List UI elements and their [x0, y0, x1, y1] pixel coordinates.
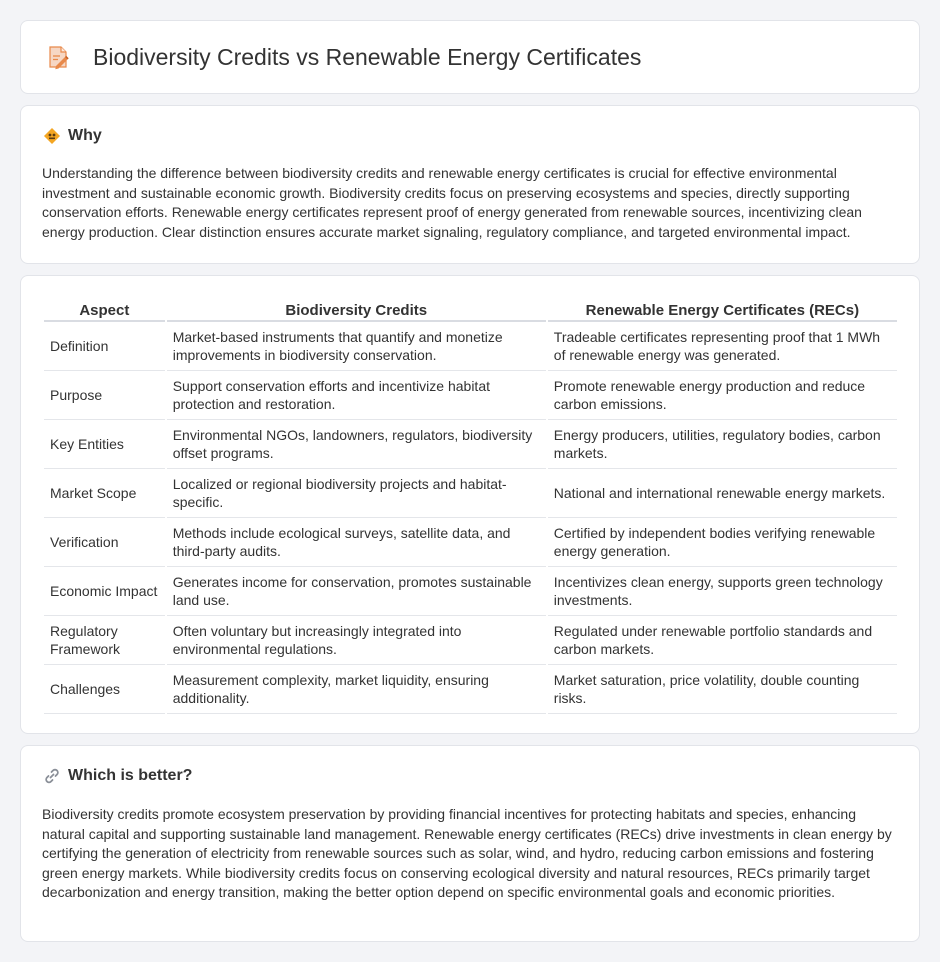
- table-row: [44, 371, 897, 420]
- better-text: Biodiversity credits promote ecosystem preservation by providing financial incentives for protecting habitats and species, enhancing natural capital and supporting sustainable land management. Renewable energy certificates (RECs) drive investments in clean energy by certifying the generation of electricity from renewable sources such as solar, wind, and hydro, reducing carbon emissions and fostering green energy markets. While biodiversity credits focus on conserving ecological diversity and natural resources, RECs primarily target decarbonization and energy transition, making the better option depend on specific environmental goals and economic priorities.: [42, 806, 892, 900]
- rec-cell: Market saturation, price volatility, double counting risks.: [548, 665, 897, 714]
- aspect-cell: Market Scope: [44, 469, 165, 518]
- header-recs: Renewable Energy Certificates (RECs): [548, 297, 897, 322]
- aspect-cell: Verification: [44, 518, 165, 567]
- rec-cell: Regulated under renewable portfolio standards and carbon markets.: [548, 616, 897, 665]
- better-heading: Which is better?: [68, 767, 193, 784]
- rec-cell: National and international renewable energy markets.: [548, 469, 897, 518]
- aspect-cell: Economic Impact: [44, 567, 165, 616]
- table-row: [44, 665, 897, 714]
- aspect-cell: Challenges: [44, 665, 165, 714]
- aspect-cell: Definition: [44, 322, 165, 371]
- comparison-table-card: [20, 275, 920, 734]
- why-section: [20, 105, 920, 264]
- biodiversity-cell: Localized or regional biodiversity projects and habitat-specific.: [167, 469, 546, 518]
- table-header-row: [44, 297, 897, 322]
- rec-cell: Tradeable certificates representing proof that 1 MWh of renewable energy was generated.: [548, 322, 897, 371]
- table-row: [44, 616, 897, 665]
- rec-cell: Certified by independent bodies verifying renewable energy generation.: [548, 518, 897, 567]
- biodiversity-cell: Market-based instruments that quantify and monetize improvements in biodiversity conservation.: [167, 322, 546, 371]
- comparison-table: [42, 297, 899, 714]
- diamond-sign-icon: [43, 127, 61, 145]
- table-row: [44, 420, 897, 469]
- aspect-cell: Purpose: [44, 371, 165, 420]
- why-text: Understanding the difference between biodiversity credits and renewable energy certificates is crucial for effective environmental investment and sustainable economic growth. Biodiversity credits focus on preserving ecosystems and species, directly supporting conservation efforts. Renewable energy certificates represent proof of energy generated from renewable sources, incentivizing clean energy production. Clear distinction ensures accurate market signaling, regulatory compliance, and targeted environmental impact.: [42, 165, 862, 240]
- header-aspect: Aspect: [44, 297, 165, 322]
- page-title: Biodiversity Credits vs Renewable Energy Certificates: [93, 43, 642, 70]
- table-row: [44, 322, 897, 371]
- biodiversity-cell: Generates income for conservation, promotes sustainable land use.: [167, 567, 546, 616]
- link-icon: [43, 767, 61, 785]
- aspect-cell: Key Entities: [44, 420, 165, 469]
- document-pencil-icon: [45, 44, 71, 70]
- table-row: [44, 518, 897, 567]
- rec-cell: Promote renewable energy production and reduce carbon emissions.: [548, 371, 897, 420]
- rec-cell: Incentivizes clean energy, supports green technology investments.: [548, 567, 897, 616]
- biodiversity-cell: Measurement complexity, market liquidity, ensuring additionality.: [167, 665, 546, 714]
- title-card: [20, 20, 920, 94]
- biodiversity-cell: Support conservation efforts and incentivize habitat protection and restoration.: [167, 371, 546, 420]
- header-biodiversity-credits: Biodiversity Credits: [167, 297, 546, 322]
- rec-cell: Energy producers, utilities, regulatory bodies, carbon markets.: [548, 420, 897, 469]
- biodiversity-cell: Methods include ecological surveys, satellite data, and third-party audits.: [167, 518, 546, 567]
- why-heading: Why: [68, 127, 102, 144]
- aspect-cell: Regulatory Framework: [44, 616, 165, 665]
- table-row: [44, 567, 897, 616]
- biodiversity-cell: Often voluntary but increasingly integrated into environmental regulations.: [167, 616, 546, 665]
- biodiversity-cell: Environmental NGOs, landowners, regulators, biodiversity offset programs.: [167, 420, 546, 469]
- which-is-better-section: [20, 745, 920, 942]
- table-row: [44, 469, 897, 518]
